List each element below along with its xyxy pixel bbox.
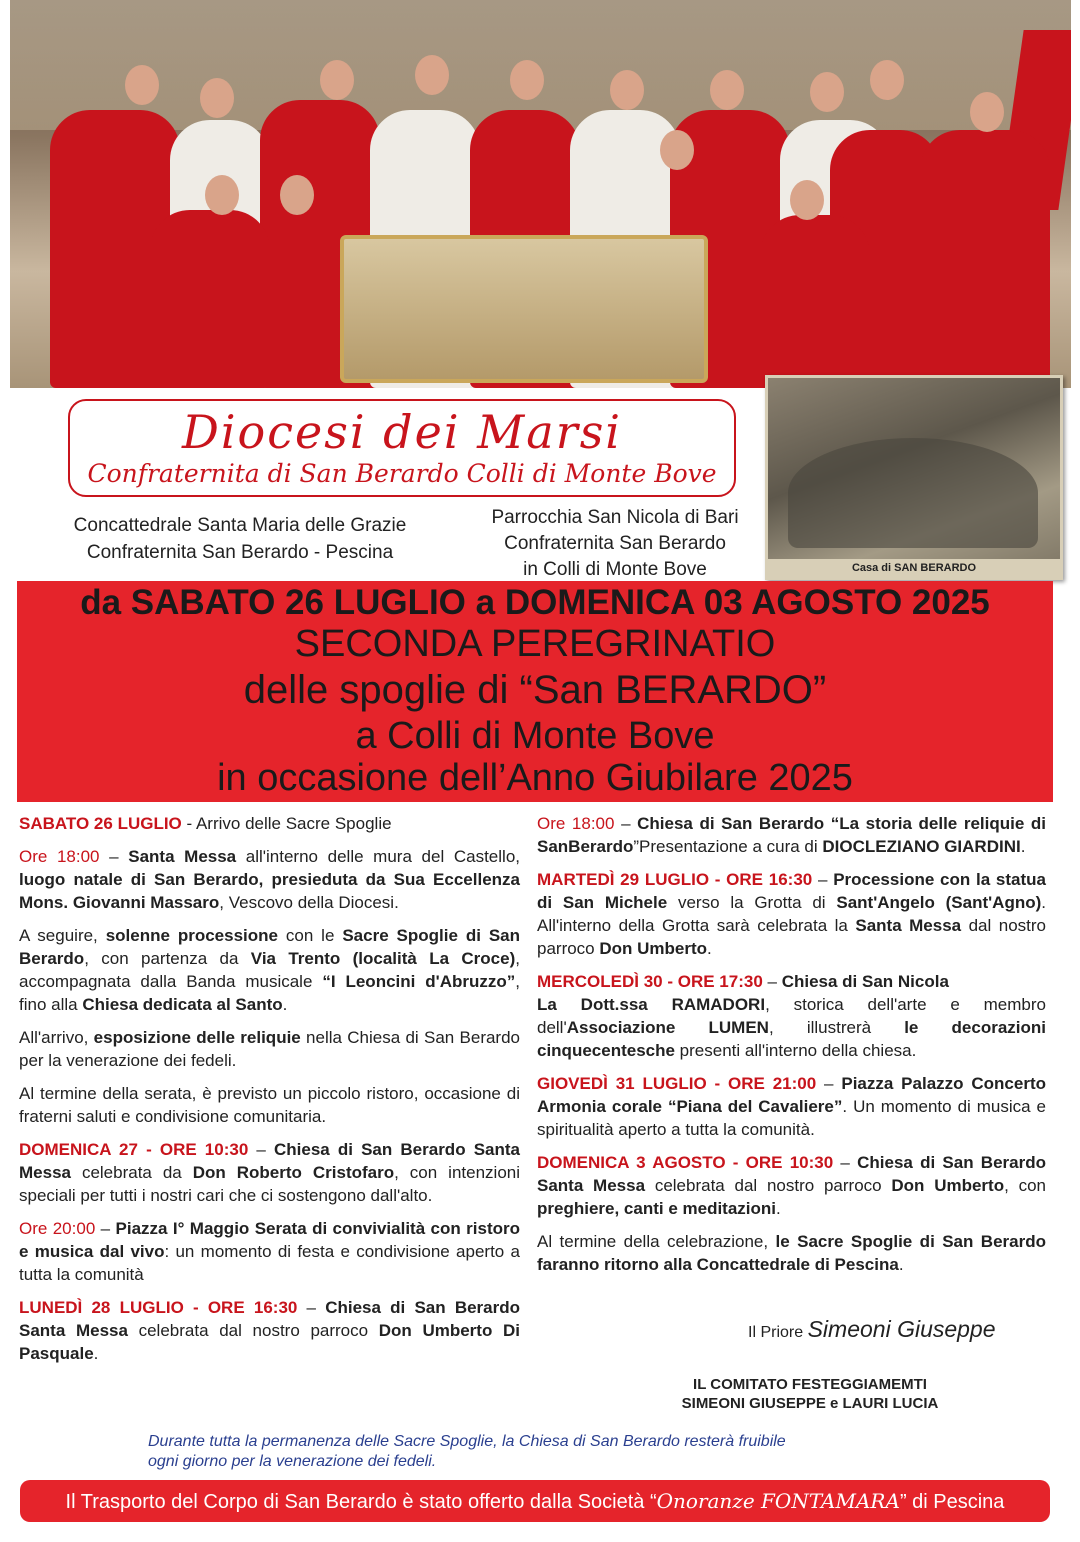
t: Associazione LUMEN (566, 1018, 769, 1037)
diocese-header-box (68, 399, 736, 497)
t: Chiesa dedicata al Santo (82, 995, 283, 1014)
t: . All'interno della Grotta sarà celebrata la (537, 893, 1046, 935)
sat-26-heading: SABATO 26 LUGLIO (19, 814, 182, 833)
sun-27-evening-time: Ore 20:00 (19, 1219, 96, 1238)
banner-line-4: a Colli di Monte Bove (355, 715, 715, 757)
sat-26-mass-end: , Vescovo della Diocesi. (219, 893, 399, 912)
sat-26-mass-text: all'interno delle mura del Castello, (236, 847, 520, 866)
t: celebrata da (70, 1163, 193, 1182)
t: preghiere, canti e meditazioni (537, 1199, 777, 1218)
mon-28-evening (537, 812, 1046, 858)
sun-27-evening (19, 1217, 520, 1286)
house-photo (765, 375, 1063, 580)
confraternita-title: Confraternita di San Berardo Colli di Monte Bove (87, 459, 717, 488)
t: La Dott.ssa RAMADORI (537, 995, 766, 1014)
sun-3-heading: DOMENICA 3 AGOSTO - ORE 10:30 (537, 1153, 834, 1172)
t: – (297, 1298, 326, 1317)
t: . (1020, 837, 1026, 856)
t: DIOCLEZIANO GIARDINI (822, 837, 1021, 856)
sun-3-mass (537, 1151, 1046, 1220)
t: . (898, 1255, 904, 1274)
sat-26-mass-time: Ore 18:00 (19, 847, 100, 866)
t: Chiesa di San Berardo “La storia delle reliquie di SanBerardo (537, 814, 1047, 856)
closing-note (537, 1230, 1046, 1276)
tue-29-procession (537, 868, 1046, 960)
transport-credit-bar (20, 1480, 1050, 1522)
bottom-bar-company: Onoranze FONTAMARA (656, 1489, 900, 1513)
t: – (833, 1153, 858, 1172)
t: . (93, 1344, 99, 1363)
t: – (248, 1140, 274, 1159)
right-subheading-line1: Parrocchia San Nicola di Bari (491, 507, 739, 528)
priore-prefix: Il Priore (748, 1324, 808, 1341)
t: Santa Messa (855, 916, 962, 935)
right-subheading-line2: Confraternita San Berardo (504, 533, 726, 554)
sat-26-mass-presider: luogo natale di San Berardo, presieduta da Sua Eccellenza Mons. Giovanni Massaro (19, 870, 520, 912)
t: Don Roberto Cristofaro (192, 1163, 395, 1182)
mon-28-heading: LUNEDÌ 28 LUGLIO - ORE 16:30 (19, 1298, 298, 1317)
t: Chiesa di San Nicola (781, 972, 949, 991)
t: Al termine della celebrazione, (537, 1232, 776, 1251)
tue-29-heading: MARTEDÌ 29 LUGLIO - ORE 16:30 (537, 870, 813, 889)
committee-line2: SIMEONI GIUSEPPE e LAURI LUCIA (681, 1395, 939, 1412)
committee (640, 1375, 980, 1413)
priore-signature (748, 1316, 996, 1343)
t: : un momento di festa e condivisione aperto a tutta la comunità (19, 1242, 520, 1284)
wed-30-lecture (537, 970, 1046, 1062)
sat-26-procession (19, 924, 520, 1016)
t: , accompagnata dalla Banda musicale (19, 949, 520, 991)
t: solenne processione (105, 926, 278, 945)
sun-27-heading: DOMENICA 27 - ORE 10:30 (19, 1140, 249, 1159)
committee-line1: IL COMITATO FESTEGGIAMEMTI (693, 1376, 927, 1393)
sat-26-refreshment: Al termine della serata, è previsto un piccolo ristoro, occasione di fraterni saluti e condivisione comunitaria. (19, 1084, 520, 1126)
sat-26-text: - Arrivo delle Sacre Spoglie (181, 814, 392, 833)
house-photo-caption: Casa di SAN BERARDO (768, 559, 1060, 577)
sat-26-mass (19, 845, 520, 914)
t: le decorazioni cinquecentesche (537, 1018, 1046, 1060)
t: – (614, 814, 638, 833)
event-banner (17, 581, 1053, 802)
t: . (707, 939, 712, 958)
t: , illustrerà (768, 1018, 905, 1037)
t: Chiesa di San Berardo Santa Messa (19, 1298, 521, 1340)
t: . Un momento di musica e spiritualità aperto a tutta la comunità. (537, 1097, 1047, 1139)
footnote (148, 1432, 948, 1472)
t: Piazza Palazzo Concerto Armonia corale “Piana del Cavaliere” (537, 1074, 1046, 1116)
program-left-column (19, 812, 520, 1375)
sun-27-mass (19, 1138, 520, 1207)
t: dal nostro parroco (537, 916, 1046, 958)
t: – (812, 870, 834, 889)
thu-31-concert (537, 1072, 1046, 1141)
bottom-bar-text-c: ” di Pescina (899, 1491, 1005, 1513)
banner-line-5: in occasione dell’Anno Giubilare 2025 (217, 757, 853, 799)
right-subheading-line3: in Colli di Monte Bove (523, 559, 707, 580)
banner-line-2: SECONDA PEREGRINATIO (294, 623, 776, 665)
t: verso la Grotta di (667, 893, 837, 912)
t: , con (1004, 1176, 1047, 1195)
left-subheading-line1: Concattedrale Santa Maria delle Grazie (73, 515, 407, 536)
t: Via Trento (località La Croce) (250, 949, 516, 968)
t: – (816, 1074, 842, 1093)
mon-28-mass (19, 1296, 520, 1365)
t: celebrata dal nostro parroco (127, 1321, 379, 1340)
bottom-bar-text-a: Il Trasporto del Corpo di San Berardo è stato offerto dalla Società “ (65, 1491, 657, 1513)
t: Don Umberto Di Pasquale (19, 1321, 521, 1363)
t: Don Umberto (599, 939, 708, 958)
t: , con intenzioni speciali per tutti i nostri cari che ci sostengono dall'alto. (19, 1163, 521, 1205)
t: – (95, 1219, 116, 1238)
t: esposizione delle reliquie (93, 1028, 301, 1047)
banner-dates: da SABATO 26 LUGLIO a DOMENICA 03 AGOSTO 2025 (80, 583, 990, 622)
t: Chiesa di San Berardo Santa Messa (537, 1153, 1046, 1195)
sat-26-mass-title: Santa Messa (128, 847, 237, 866)
sep: – (99, 847, 129, 866)
t: , con partenza da (84, 949, 251, 968)
sat-26-exposition (19, 1026, 520, 1072)
t: All'arrivo, (19, 1028, 94, 1047)
thu-31-heading: GIOVEDÌ 31 LUGLIO - ORE 21:00 (537, 1074, 817, 1093)
t: Chiesa di San Berardo Santa Messa (19, 1140, 520, 1182)
t: ”Presentazione a cura di (633, 837, 823, 856)
mon-28-evening-time: Ore 18:00 (537, 814, 615, 833)
t: Don Umberto (891, 1176, 1005, 1195)
footnote-line2: ogni giorno per la venerazione dei fedeli. (148, 1453, 437, 1470)
sat-26-arrival (19, 812, 520, 835)
t: presenti all'interno della chiesa. (674, 1041, 917, 1060)
priore-name: Simeoni Giuseppe (807, 1316, 996, 1342)
t: Sant'Angelo (Sant'Agno) (836, 893, 1042, 912)
t: con le (277, 926, 343, 945)
group-photo (10, 0, 1071, 388)
t: nella Chiesa di San Berardo per la venerazione dei fedeli. (19, 1028, 521, 1070)
t: – (762, 972, 782, 991)
footnote-line1: Durante tutta la permanenza delle Sacre Spoglie, la Chiesa di San Berardo resterà fruibile (148, 1433, 786, 1450)
t: Sacre Spoglie di San Berardo (19, 926, 521, 968)
wed-30-heading: MERCOLEDÌ 30 - ORE 17:30 (537, 972, 763, 991)
t: le Sacre Spoglie di San Berardo faranno ritorno alla Concattedrale di Pescina (537, 1232, 1046, 1274)
diocese-title: Diocesi dei Marsi (181, 405, 623, 459)
t: Processione con la statua di San Michele (537, 870, 1046, 912)
t: celebrata dal nostro parroco (645, 1176, 892, 1195)
t: Piazza I° Maggio Serata di convivialità con ristoro e musica dal vivo (19, 1219, 521, 1261)
left-subheading-line2: Confraternita San Berardo - Pescina (86, 542, 394, 563)
t: A seguire, (19, 926, 106, 945)
banner-line-3: delle spoglie di “San BERARDO” (243, 668, 827, 712)
program-right-column (537, 812, 1046, 1286)
t: “I Leoncini d'Abruzzo” (322, 972, 516, 991)
t: , fino alla (19, 972, 520, 1014)
t: . (282, 995, 288, 1014)
t: , storica dell'arte e membro dell' (537, 995, 1046, 1037)
t: . (776, 1199, 781, 1218)
